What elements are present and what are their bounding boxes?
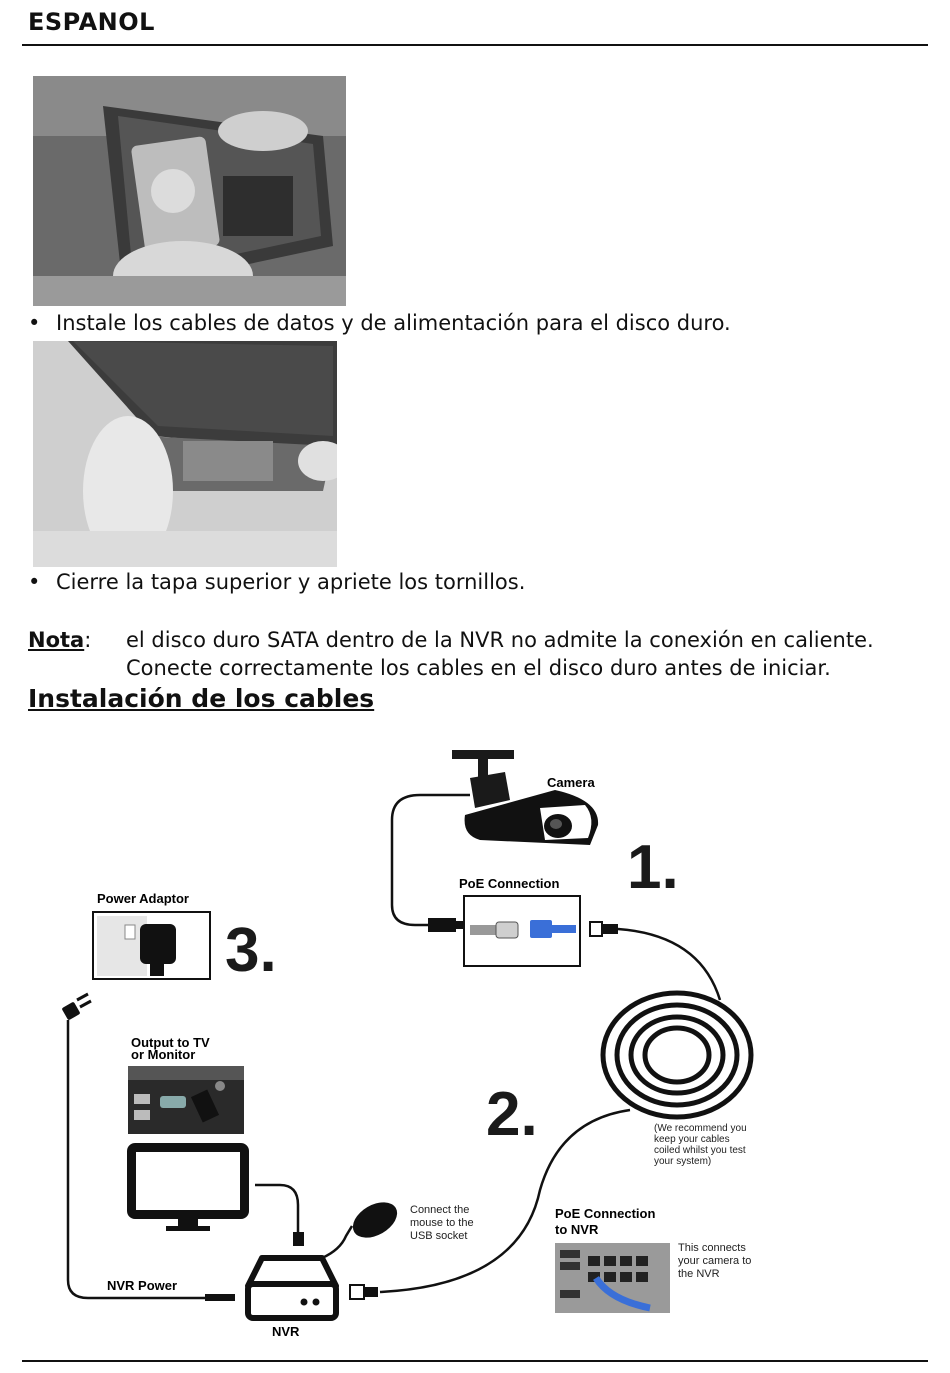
- footer-divider: [22, 1360, 928, 1362]
- photo-install-hdd-graphic: [33, 76, 346, 306]
- step-text-1: Instale los cables de datos y de alimentación para el disco duro.: [56, 311, 731, 335]
- step-text-2: Cierre la tapa superior y apriete los tornillos.: [56, 570, 526, 594]
- poe-connection-label: PoE Connection: [459, 876, 560, 891]
- note-label-colon: :: [84, 628, 92, 652]
- photo-install-hdd: [33, 76, 346, 306]
- section-title-cable-installation: Instalación de los cables: [28, 684, 375, 713]
- poe-nvr-note-line: your camera to: [678, 1255, 752, 1267]
- power-plug-icon: [61, 994, 91, 1021]
- bullet-icon: •: [28, 570, 41, 594]
- power-adaptor-label: Power Adaptor: [97, 891, 189, 906]
- nvr-power-label: NVR Power: [107, 1278, 178, 1293]
- page-header-title: ESPANOL: [28, 8, 155, 36]
- coil-note-line: coiled whilst you test: [654, 1145, 746, 1156]
- note-text: [126, 626, 874, 682]
- note-label-text: Nota: [28, 628, 85, 652]
- step-number-1: 1.: [627, 833, 679, 902]
- poe-switch-ports-photo: [555, 1243, 670, 1313]
- camera-icon: [452, 750, 598, 845]
- nvr-label: NVR: [272, 1324, 300, 1339]
- poe-nvr-note-line: the NVR: [678, 1268, 720, 1280]
- note-line-2: Conecte correctamente los cables en el disco duro antes de iniciar.: [126, 656, 831, 680]
- mouse-cable: [322, 1226, 352, 1258]
- mouse-icon: [347, 1195, 404, 1245]
- poe-nvr-label-line: PoE Connection: [555, 1206, 656, 1221]
- poe-nvr-label: [555, 1206, 659, 1237]
- nvr-rear-ports-photo: [128, 1066, 244, 1134]
- output-label-line: or Monitor: [131, 1047, 196, 1062]
- coil-note: [654, 1123, 749, 1167]
- plug-icon: [428, 918, 456, 932]
- photo-close-cover: [33, 341, 337, 567]
- nvr-icon: [248, 1258, 336, 1318]
- nvr-lan-plug-icon: [350, 1285, 364, 1299]
- note-label: [28, 626, 91, 654]
- poe-nvr-note-line: This connects: [678, 1242, 746, 1254]
- camera-label: Camera: [547, 775, 595, 790]
- monitor-cable: [255, 1185, 298, 1235]
- poe-nvr-label-line: to NVR: [555, 1222, 599, 1237]
- output-label: [131, 1035, 213, 1062]
- bullet-icon: •: [28, 311, 41, 335]
- coil-note-line: your system): [654, 1156, 712, 1167]
- step-number-2: 2.: [486, 1080, 538, 1149]
- coil-note-line: (We recommend you: [654, 1123, 747, 1134]
- cable-coil-icon: [603, 993, 751, 1117]
- network-cable: [618, 929, 720, 1000]
- rj45-plug-icon: [590, 922, 602, 936]
- note-line-1: el disco duro SATA dentro de la NVR no admite la conexión en caliente.: [126, 628, 874, 652]
- header-divider: [22, 44, 928, 46]
- step-item-1: [28, 311, 731, 335]
- step-number-3: 3.: [225, 916, 277, 985]
- mouse-note-line: USB socket: [410, 1230, 468, 1242]
- output-label-line: Output to TV: [131, 1035, 210, 1050]
- mouse-note: [410, 1204, 477, 1242]
- camera-cable: [392, 795, 470, 925]
- mouse-note-line: Connect the: [410, 1204, 470, 1216]
- poe-nvr-note: [678, 1242, 754, 1280]
- wiring-diagram: [0, 730, 950, 1355]
- photo-close-cover-graphic: [33, 341, 337, 567]
- mouse-note-line: mouse to the: [410, 1217, 474, 1229]
- step-item-2: [28, 570, 525, 594]
- monitor-icon: [127, 1143, 249, 1231]
- coil-note-line: keep your cables: [654, 1134, 730, 1145]
